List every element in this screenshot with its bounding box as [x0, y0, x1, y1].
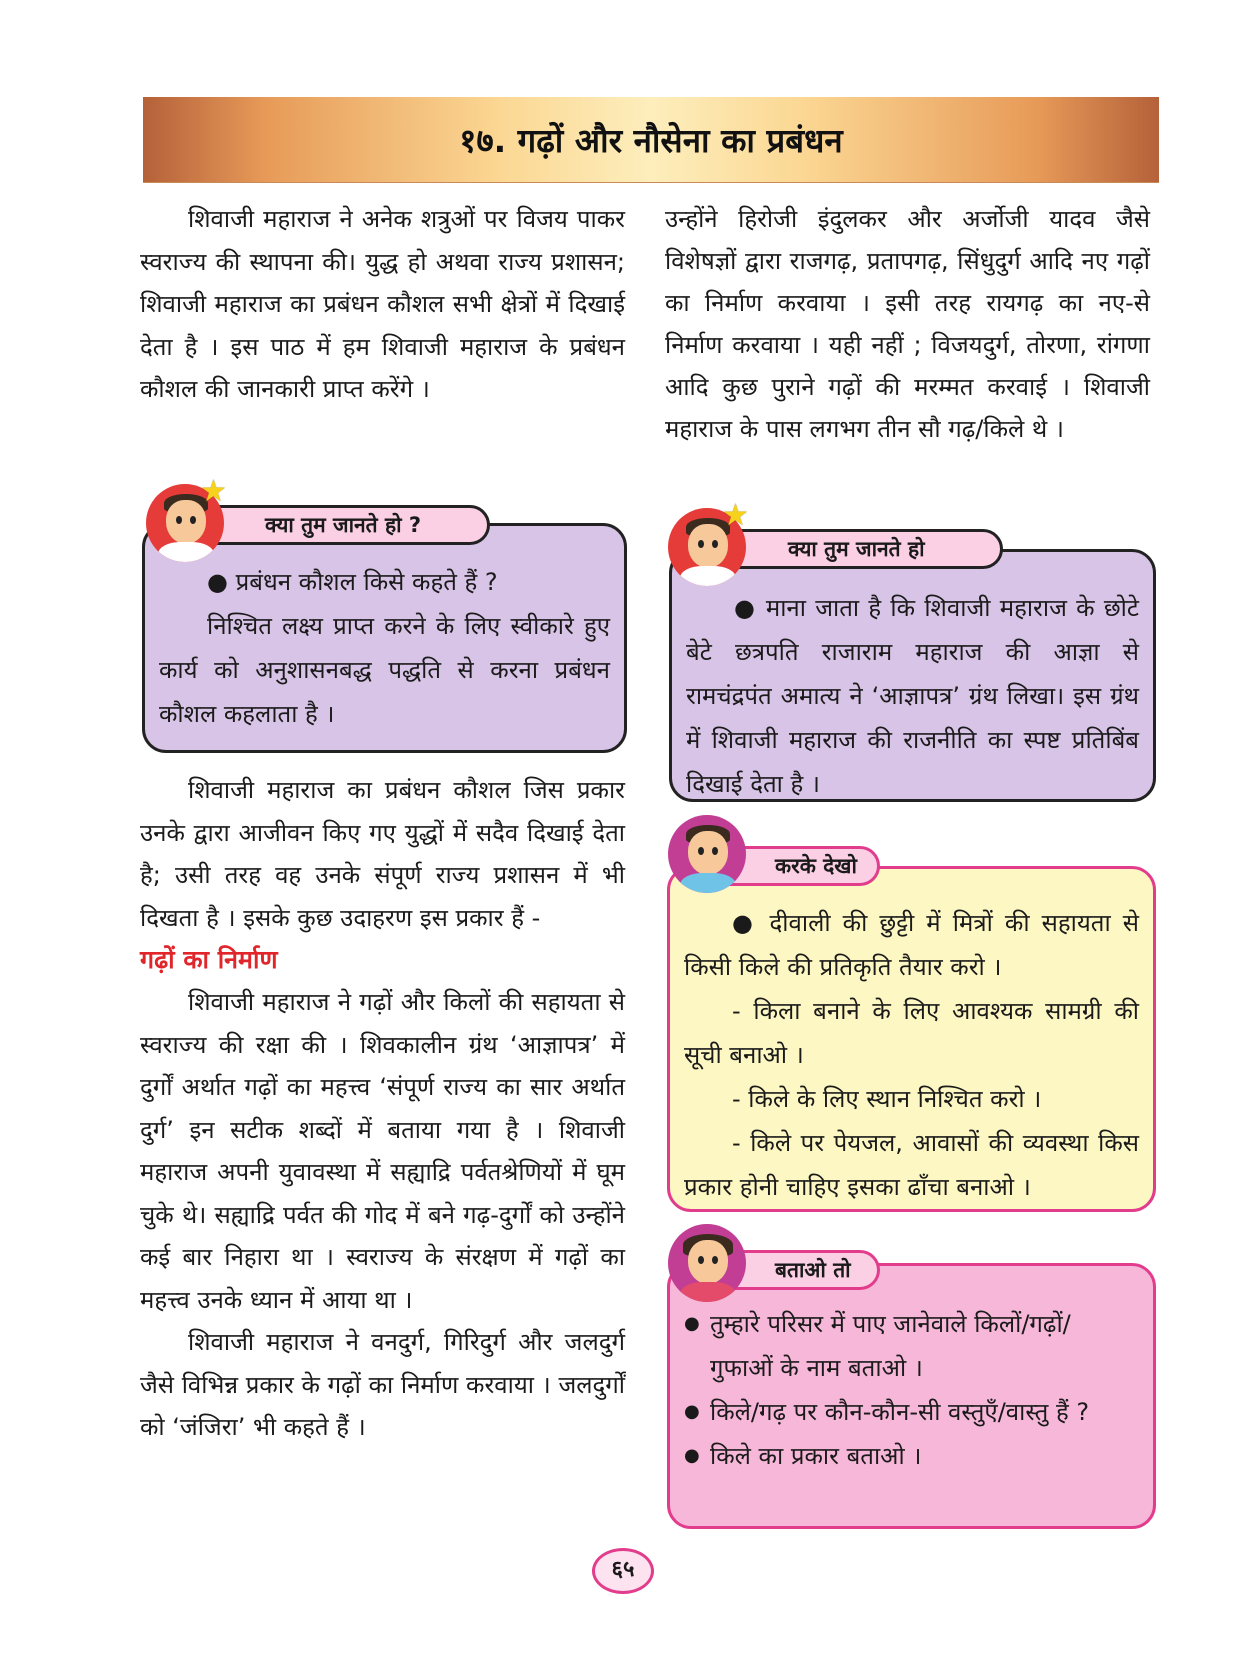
list-item: ● किले का प्रकार बताओ ।: [684, 1434, 1139, 1478]
try-it-step-3: - किले पर पेयजल, आवासों की व्यवस्था किस प्रकार होनी चाहिए इसका ढाँचा बनाओ ।: [684, 1129, 1139, 1201]
fort-types-paragraph: शिवाजी महाराज ने वनदुर्ग, गिरिदुर्ग और जलदुर्ग जैसे विभिन्न प्रकार के गढ़ों का निर्माण करवाया । जलदुर्गों को ‘जंजिरा’ भी कहते हैं ।: [140, 1328, 625, 1441]
girl-avatar-icon: [668, 1224, 746, 1302]
tell-me-tag: बताओ तो: [700, 1250, 880, 1290]
star-icon: ★: [200, 474, 227, 509]
did-you-know-tag-2: क्या तुम जानते हो: [713, 529, 1003, 569]
try-it-box: [667, 866, 1156, 1212]
examples-paragraph: शिवाजी महाराज का प्रबंधन कौशल जिस प्रकार उनके द्वारा आजीवन किए गए युद्धों में सदैव दिखाई देता है; उसी तरह वह उनके संपूर्ण राज्य प्रशासन में भी दिखता है । इसके कुछ उदाहरण इस प्रकार हैं -: [140, 776, 625, 932]
star-icon: ★: [722, 498, 749, 533]
forts-paragraph: शिवाजी महाराज ने गढ़ों और किलों की सहायता से स्वराज्य की रक्षा की । शिवकालीन ग्रंथ ‘आज्ञापत्र’ में दुर्गों अर्थात गढ़ों का महत्त्व ‘संपूर्ण राज्य का सार अर्थात दुर्ग’ इन सटीक शब्दों में बताया गया है । शिवाजी महाराज अपनी युवावस्था में सह्याद्रि पर्वतश्रेणियों में घूम चुके थे। सह्याद्रि पर्वत की गोद में बने गढ़-दुर्गों को उन्होंने कई बार निहारा था । स्वराज्य के संरक्षण में गढ़ों का महत्त्व उनके ध्यान में आया था ।: [140, 988, 625, 1314]
intro-paragraph: शिवाजी महाराज ने अनेक शत्रुओं पर विजय पाकर स्वराज्य की स्थापना की। युद्ध हो अथवा राज्य प्रशासन; शिवाजी महाराज का प्रबंधन कौशल सभी क्षेत्रों में दिखाई देता है । इस पाठ में हम शिवाजी महाराज के प्रबंधन कौशल की जानकारी प्राप्त करेंगे ।: [140, 205, 625, 403]
box1-answer: निश्चित लक्ष्य प्राप्त करने के लिए स्वीकारे हुए कार्य को अनुशासनबद्ध पद्धति से करना प्रबंधन कौशल कहलाता है ।: [159, 612, 610, 728]
left-column-lower: [140, 769, 625, 1449]
tell-me-list: [684, 1302, 1139, 1478]
list-item: ● किले/गढ़ पर कौन-कौन-सी वस्तुएँ/वास्तु हैं ?: [684, 1390, 1139, 1434]
page-number: ६५: [592, 1548, 654, 1594]
chapter-title: १७. गढ़ों और नौसेना का प्रबंधन: [459, 121, 843, 160]
did-you-know-box-1: [142, 523, 627, 753]
boy-with-toy-avatar-icon: [668, 815, 746, 893]
left-column: [140, 198, 625, 411]
fort-builders-paragraph: उन्होंने हिरोजी इंदुलकर और अर्जोजी यादव जैसे विशेषज्ञों द्वारा राजगढ़, प्रतापगढ़, सिंधुदुर्ग आदि नए गढ़ों का निर्माण करवाया । इसी तरह रायगढ़ का नए-से निर्माण करवाया । यही नहीं ; विजयदुर्ग, तोरणा, रांगणा आदि कुछ पुराने गढ़ों की मरम्मत करवाई । शिवाजी महाराज के पास लगभग तीन सौ गढ़/किले थे ।: [665, 205, 1150, 443]
tell-me-box: [667, 1263, 1156, 1529]
list-item: ● तुम्हारे परिसर में पाए जानेवाले किलों/गढ़ों/ गुफाओं के नाम बताओ ।: [684, 1302, 1139, 1390]
box1-question: ● प्रबंधन कौशल किसे कहते हैं ?: [207, 568, 498, 596]
section-heading-fort-construction: गढ़ों का निर्माण: [140, 945, 278, 974]
box2-text: ● माना जाता है कि शिवाजी महाराज के छोटे बेटे छत्रपति राजाराम महाराज की आज्ञा से रामचंद्रपंत अमात्य ने ‘आज्ञापत्र’ ग्रंथ लिखा। इस ग्रंथ में शिवाजी महाराज की राजनीति का स्पष्ट प्रतिबिंब दिखाई देता है ।: [686, 594, 1139, 798]
try-it-intro: ● दीवाली की छुट्टी में मित्रों की सहायता से किसी किले की प्रतिकृति तैयार करो ।: [684, 909, 1140, 981]
chapter-title-banner: [143, 97, 1159, 182]
did-you-know-tag-1: क्या तुम जानते हो ?: [190, 505, 490, 545]
try-it-step-1: - किला बनाने के लिए आवश्यक सामग्री की सूची बनाओ ।: [684, 997, 1139, 1069]
did-you-know-box-2: [669, 549, 1156, 802]
right-column: [665, 198, 1150, 450]
try-it-tag: करके देखो: [700, 846, 880, 886]
try-it-step-2: - किले के लिए स्थान निश्चित करो ।: [732, 1085, 1042, 1113]
